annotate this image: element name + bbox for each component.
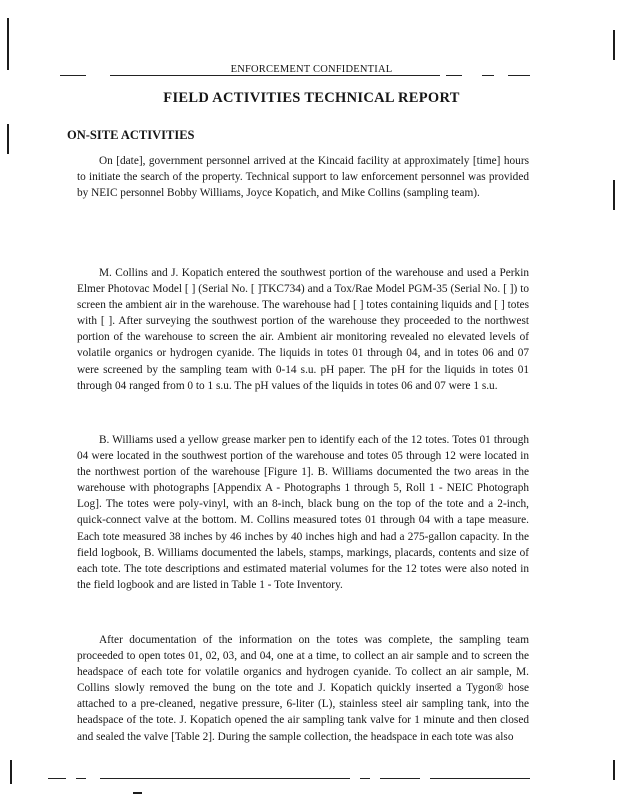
section-heading: ON-SITE ACTIVITIES [67,128,195,142]
scan-margin-mark-right [613,30,615,60]
footer-rule [76,778,86,779]
scan-footer-dash [133,792,142,794]
footer-rule [100,778,350,779]
scan-margin-mark-mid [7,124,9,154]
header-rule [446,75,462,76]
header-rule [508,75,530,76]
header-rule [482,75,494,76]
scan-margin-mark-right-mid [613,180,615,210]
footer-rule [48,778,66,779]
footer-rule [360,778,370,779]
header-label: ENFORCEMENT CONFIDENTIAL [230,64,393,75]
body-paragraph-4: After documentation of the information on the totes was complete, the sampling team proceeded to open totes 01, 02, 03, and 04, one at a time, to collect an air sample and to screen the headspace of each tote for volatile organics and hydrogen cyanide. To collect an air sample, M. Collins slowly removed the bung on the tote and J. Kopatich quickly inserted a Tygon® hose attached to a pre-cleaned, negative pressure, 6-liter (L), stainless steel air sampling tank, into the headspace of the tote. J. Kopatich opened the air sampling tank valve for 1 minute and then closed and sealed the valve [Table 2]. During the sample collection, the headspace in each tote was also [77,634,529,743]
footer-rule [430,778,530,779]
body-paragraph-1: On [date], government personnel arrived at the Kincaid facility at approximately [time] hours to initiate the search of the property. Technical support to law enforcement personnel was provided by NEIC personnel Bobby Williams, Joyce Kopatich, and Mike Collins (sampling team). [77,155,529,200]
page-title: FIELD ACTIVITIES TECHNICAL REPORT [163,90,460,106]
footer-rule [380,778,420,779]
scan-margin-mark-bottom-right [613,760,615,780]
body-paragraph-2: M. Collins and J. Kopatich entered the southwest portion of the warehouse and used a Perkin Elmer Photovac Model [ ] (Serial No. [ ]TKC734) and a Tox/Rae Model PGM-35 (Serial No. [ ]) to screen the ambient air in the warehouse. The warehouse had [ ] totes containing liquids and [ ] totes with [ ]. After surveying the southwest portion of the warehouse they proceeded to the northwest portion of the warehouse to screen the air. Ambient air monitoring revealed no elevated levels of volatile organics or hydrogen cyanide. The liquids in totes 01 through 04, and in totes 06 and 07 were screened by the sampling team with 0-14 s.u. pH paper. The pH for the liquids in totes 01 through 04 ranged from 0 to 1 s.u. The pH values of the liquids in totes 06 and 07 were 1 s.u. [77,267,529,392]
scan-margin-mark-top [7,18,9,70]
scan-margin-mark-bottom [10,760,12,784]
header-rule [110,75,440,76]
header-rule [60,75,86,76]
body-paragraph-3: B. Williams used a yellow grease marker pen to identify each of the 12 totes. Totes 01 through 04 were located in the southwest portion of the warehouse and totes 05 through 12 were located in the northwest portion of the warehouse [Figure 1]. B. Williams documented the two areas in the warehouse with photographs [Appendix A - Photographs 1 through 5, Roll 1 - NEIC Photograph Log]. The totes were poly-vinyl, with an 8-inch, black bung on the top of the tote and a 2-inch, quick-connect valve at the bottom. M. Collins measured totes 01 through 04 with a tape measure. Each tote measured 38 inches by 46 inches by 40 inches high and had a 275-gallon capacity. In the field logbook, B. Williams documented the labels, stamps, markings, placards, contents and size of each tote. The tote descriptions and estimated material volumes for the 12 totes were also noted in the field logbook and are listed in Table 1 - Tote Inventory. [77,434,529,591]
